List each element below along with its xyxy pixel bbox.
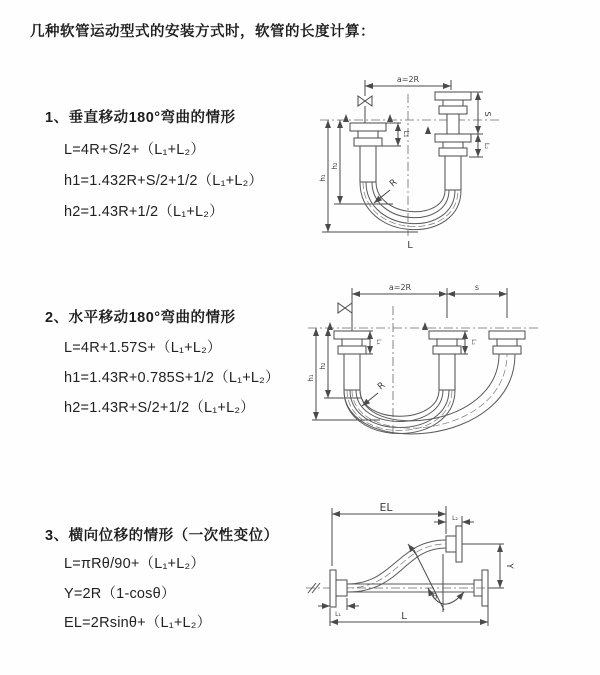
left-fitting [327,322,370,390]
section3-formula-y: Y=2R（1-cosθ） [64,586,176,602]
diagram-vertical-180-bend [308,70,598,265]
centerlines [308,306,538,434]
dimension-l [330,606,488,626]
radius-callout [408,544,418,557]
diagram-lateral-displacement [298,500,598,650]
dimension-a2r [352,283,507,318]
section1-formula-h1: h1=1.432R+S/2+1/2（L₁+L₂） [64,173,264,189]
section3-formula-el: EL=2Rsinθ+（L₁+L₂） [64,615,212,631]
dimension-s [447,283,507,294]
dim-label-h1: h₁ [307,374,315,382]
dim-label-theta: θ [432,592,438,601]
section3-heading: 3、横向位移的情形（一次性变位） [45,528,279,544]
section2-formula-h2: h2=1.43R+S/2+1/2（L₁+L₂） [64,400,255,416]
page-title: 几种软管运动型式的安装方式时，软管的长度计算： [30,24,375,40]
right-fitting-upper [435,92,471,134]
section3-formula-l: L=πRθ/90+（L₁+L₂） [64,556,206,572]
dim-label-h2: h₂ [319,362,327,370]
radius-callout [362,381,387,406]
dim-label-l2: L₂ [470,339,477,345]
hose-u-curves-position2 [344,354,515,434]
section1-formula-h2: h2=1.43R+1/2（L₁+L₂） [64,204,224,220]
section2-formula-l: L=4R+1.57S+（L₁+L₂） [64,340,222,356]
dim-label-l1: L₁ [402,130,410,138]
dim-label-h2: h₂ [331,162,339,170]
dim-label-l: L [401,611,407,622]
dim-label-l2: L₂ [452,515,458,522]
centerlines [320,94,500,236]
right-fitting-lower [425,126,471,190]
dim-label-y: Y [504,563,514,569]
dim-label-a2r: a=2R [388,283,412,292]
radius-label: R [388,177,400,190]
dimension-l1 [318,598,359,618]
dimension-el [332,501,446,566]
dim-label-l-bottom: L [407,240,413,251]
radius-label: R [376,380,388,393]
dimension-l2 [434,515,474,526]
section2-formula-h1: h1=1.43R+0.785S+1/2（L₁+L₂） [64,370,280,386]
section1-formula-l: L=4R+S/2+（L₁+L₂） [64,142,206,158]
valve-icon [358,96,372,123]
dim-label-s: s [474,283,480,292]
dim-label-l1: L₁ [335,611,341,618]
diagram-horizontal-180-bend [300,278,600,468]
dim-label-l2: L₂ [483,142,491,150]
section1-heading: 1、垂直移动180°弯曲的情形 [45,110,236,126]
left-flange [330,570,347,607]
dim-label-el: EL [379,501,393,514]
dim-label-l1: L₁ [375,339,382,345]
dim-label-s: S [483,111,492,117]
dim-label-h1: h₁ [319,174,327,182]
dimension-l2 [478,134,491,157]
upper-flange [446,526,462,562]
right-fitting-displaced [489,331,525,354]
valve-icon [338,303,352,331]
left-fitting [343,114,393,182]
section2-heading: 2、水平移动180°弯曲的情形 [45,310,236,326]
dim-label-a2r: a=2R [396,75,420,84]
middle-fitting [422,322,465,390]
